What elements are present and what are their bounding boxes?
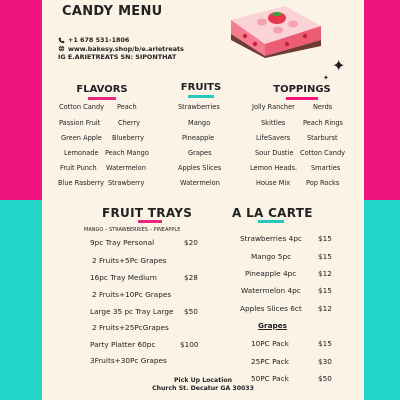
phone-icon: [58, 37, 65, 44]
tray-price: $20: [184, 238, 198, 247]
tray-price: $50: [184, 307, 198, 316]
fruit-trays-subtitle: MANGO – STRAWBERRIES – PINEAPPLE: [84, 227, 181, 233]
grapes-item: 25PC Pack: [251, 357, 289, 366]
website-link[interactable]: www.bakesy.shop/b/e.arietreats: [68, 44, 184, 53]
cake-illustration: [225, 0, 325, 58]
grapes-price: $15: [318, 339, 332, 348]
flavor-item: Fruit Punch: [60, 164, 97, 172]
fruit-item: Mango: [188, 119, 211, 127]
topping-item: Lemon Heads.: [250, 164, 298, 172]
fruit-trays-underline: [138, 220, 162, 223]
globe-icon: [58, 45, 65, 52]
tray-item: 2 Fruits+10Pc Grapes: [92, 290, 172, 299]
topping-item: Skittles: [261, 119, 286, 127]
flavor-item: Green Apple: [61, 134, 102, 142]
carte-item: Pineapple 4pc: [245, 269, 297, 278]
flavor-item: Cotton Candy: [59, 103, 105, 111]
a-la-carte-heading: A LA CARTE: [232, 206, 313, 220]
grapes-item: 50PC Pack: [251, 374, 289, 383]
topping-item: Sour Dustie: [255, 149, 294, 157]
topping-item: Peach Rings: [303, 119, 343, 127]
grapes-price: $50: [318, 374, 332, 383]
carte-item: Strawberries 4pc: [240, 234, 302, 243]
carte-price: $12: [318, 304, 332, 313]
phone-number[interactable]: +1 678 531-1806: [68, 36, 130, 44]
carte-price: $15: [318, 234, 332, 243]
tray-price: $100: [180, 340, 199, 349]
flavors-heading: FLAVORS: [76, 84, 128, 95]
grapes-price: $30: [318, 357, 332, 366]
tray-item: 3Fruits+30Pc Grapes: [90, 356, 167, 365]
tray-price: $28: [184, 273, 198, 282]
social-handles: IG E.ARIETREATS SN: SIPONTHAT: [58, 53, 177, 62]
tray-item: 16pc Tray Medium: [90, 273, 157, 282]
carte-price: $12: [318, 269, 332, 278]
flavor-item: Passion Fruit: [59, 119, 101, 127]
carte-item: Mango 5pc: [251, 252, 292, 261]
carte-price: $15: [318, 286, 332, 295]
flavor-item: Blue Rasberry: [58, 179, 105, 187]
fruit-trays-heading: FRUIT TRAYS: [102, 206, 193, 220]
fruit-item: Strawberries: [178, 103, 220, 111]
contact-info: [58, 36, 184, 62]
phone-row: [58, 36, 184, 45]
fruit-item: Apples Slices: [178, 164, 222, 172]
tray-item: 2 Fruits+25PcGrapes: [92, 323, 169, 332]
carte-item: Apples Slices 6ct: [240, 304, 302, 313]
a-la-carte-underline: [258, 220, 284, 223]
flavor-item: Watermelon: [106, 164, 146, 172]
fruit-item: Grapes: [188, 149, 212, 157]
tray-item: Large 35 pc Tray Large: [90, 307, 174, 316]
grapes-item: 10PC Pack: [251, 339, 289, 348]
topping-item: Pop Rocks: [306, 179, 340, 187]
carte-price: $15: [318, 252, 332, 261]
topping-item: Nerds: [313, 103, 333, 111]
fruit-item: Pineapple: [182, 134, 215, 142]
social-row: [58, 53, 184, 62]
flavor-item: Strawberry: [108, 179, 145, 187]
flavor-item: Blueberry: [112, 134, 145, 142]
topping-item: Jolly Rancher: [252, 103, 295, 111]
tray-item: Party Platter 60pc: [90, 340, 156, 349]
flavors-underline: [88, 97, 116, 100]
pickup-address: Church St. Decatur GA 30033: [152, 384, 254, 392]
grapes-heading: Grapes: [258, 321, 288, 330]
topping-item: Starburst: [307, 134, 338, 142]
menu-card: [42, 0, 364, 400]
toppings-underline: [286, 97, 318, 100]
topping-item: House Mix: [256, 179, 291, 187]
fruit-item: Watermelon: [180, 179, 220, 187]
carte-item: Watermelon 4pc: [241, 286, 301, 295]
tray-item: 2 Fruits+5Pc Grapes: [92, 256, 167, 265]
topping-item: Cotton Candy: [300, 149, 346, 157]
menu-title: CANDY MENU: [62, 4, 163, 19]
flavor-item: Peach: [117, 103, 137, 111]
topping-item: Smarties: [311, 164, 341, 172]
flavor-item: Cherry: [118, 119, 141, 127]
toppings-heading: TOPPINGS: [273, 84, 331, 95]
topping-item: LifeSavers: [256, 134, 291, 142]
flavor-item: Lemonade: [64, 149, 99, 157]
tray-item: 9pc Tray Personal: [90, 238, 155, 247]
pickup-location: [42, 377, 364, 392]
fruits-heading: FRUITS: [180, 82, 222, 93]
sparkle-icon: ✦: [332, 56, 346, 75]
fruits-underline: [188, 95, 214, 98]
sparkle-icon: ✦: [323, 74, 329, 82]
website-row: [58, 45, 184, 54]
flavor-item: Peach Mango: [105, 149, 149, 157]
pickup-label: Pick Up Location: [174, 377, 232, 384]
